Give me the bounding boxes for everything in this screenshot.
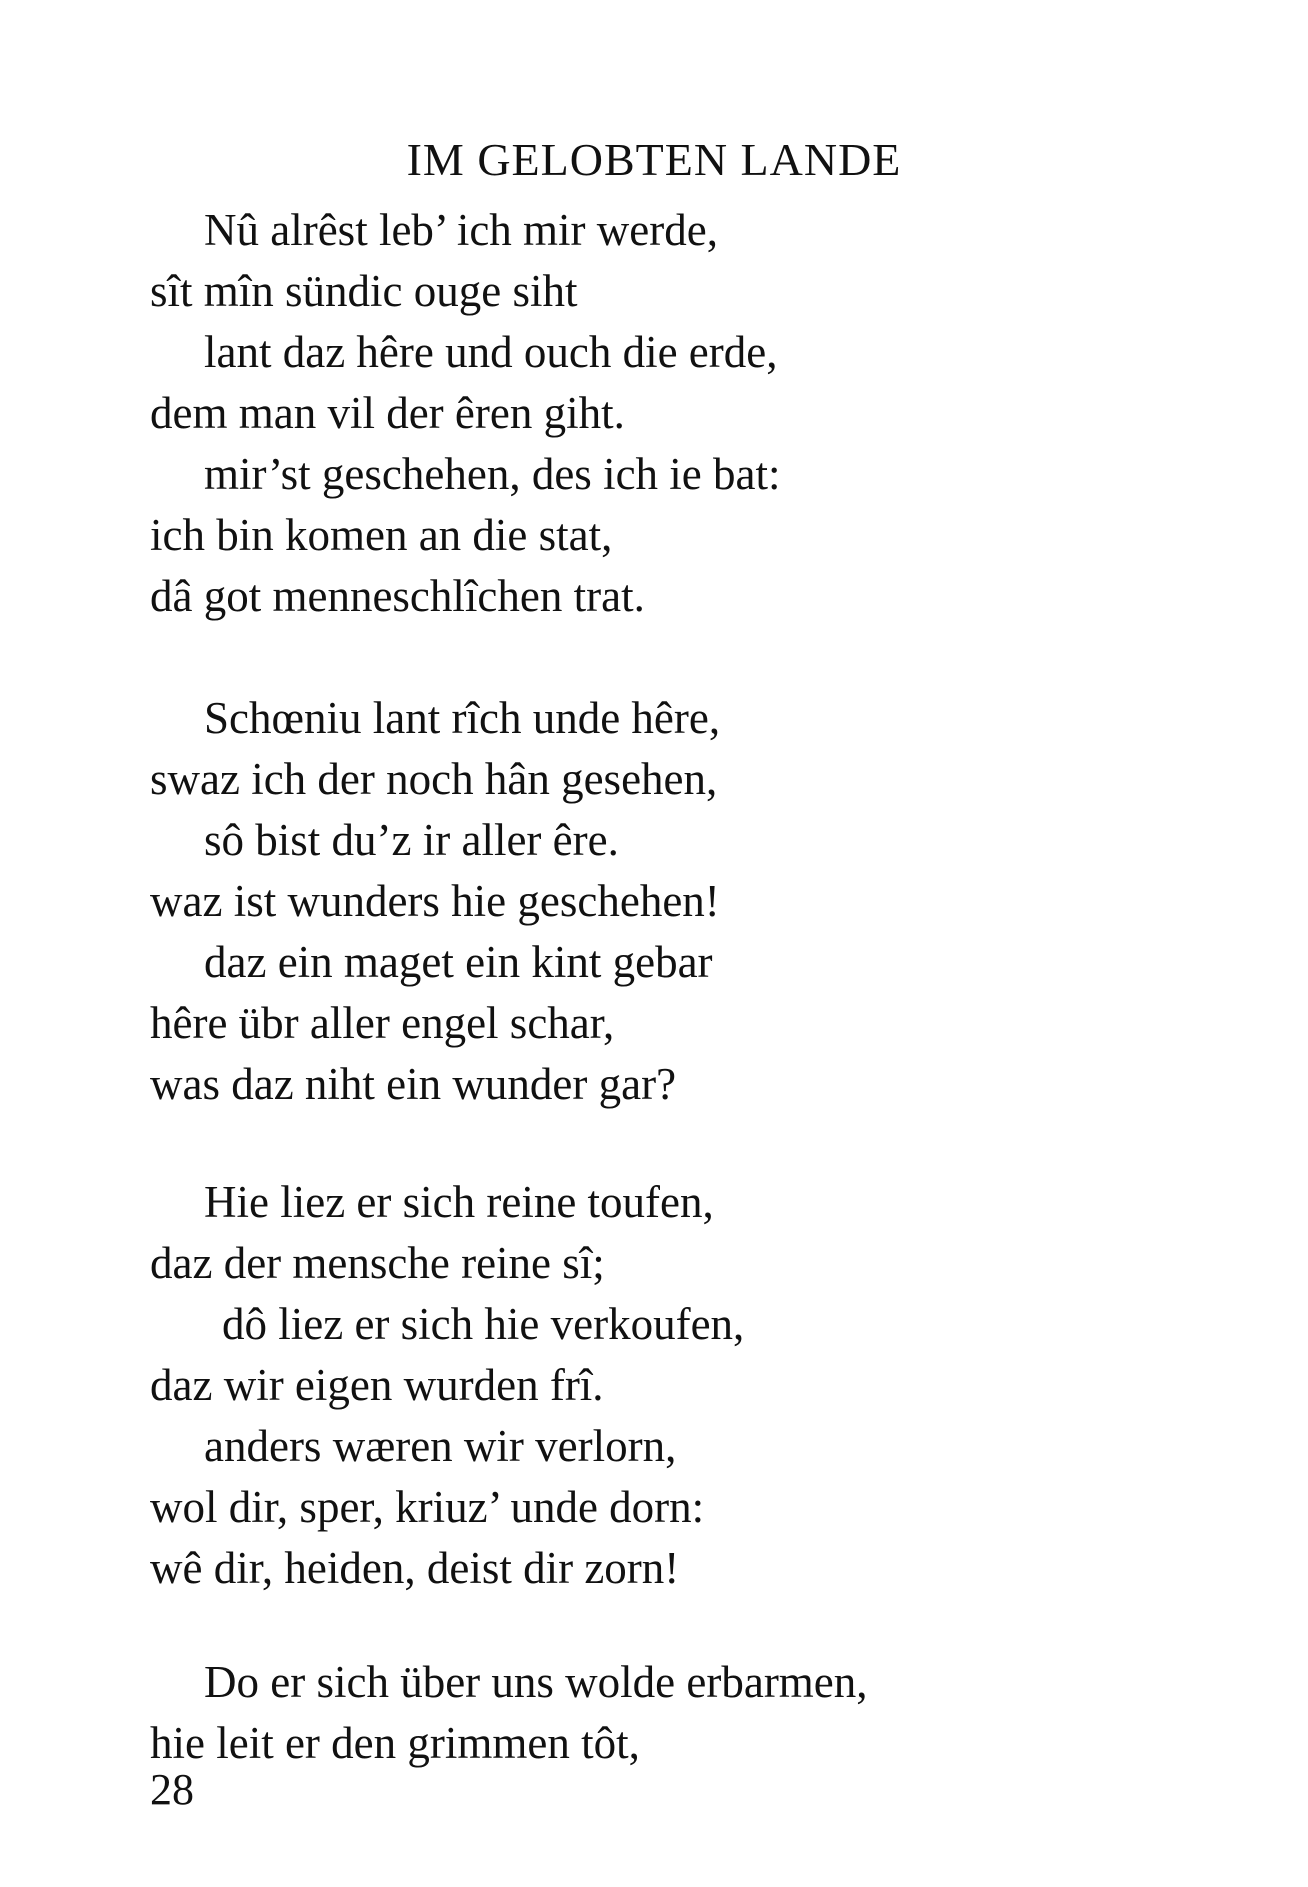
verse-line: lant daz hêre und ouch die erde, [204, 327, 778, 377]
verse-line: daz wir eigen wurden frî. [150, 1360, 604, 1410]
verse-line: Do er sich über uns wolde erbarmen, [204, 1657, 868, 1707]
page-number: 28 [150, 1765, 194, 1814]
poem-title: IM GELOBTEN LANDE [406, 134, 902, 185]
verse-line: Hie liez er sich reine toufen, [204, 1177, 714, 1227]
verse-line: hie leit er den grimmen tôt, [150, 1718, 640, 1768]
verse-line: Nû alrêst leb’ ich mir werde, [204, 205, 718, 255]
verse-line: waz ist wunders hie geschehen! [150, 876, 720, 926]
verse-line: mir’st geschehen, des ich ie bat: [204, 449, 781, 499]
stanza-4 [150, 1652, 1250, 1774]
verse-line: daz ein maget ein kint gebar [204, 937, 713, 987]
verse-line: sô bist du’z ir aller êre. [204, 815, 619, 865]
verse-line: dô liez er sich hie verkoufen, [222, 1299, 745, 1349]
verse-line: Schœniu lant rîch unde hêre, [204, 693, 721, 743]
verse-line: ich bin komen an die stat, [150, 510, 613, 560]
verse-line: anders wæren wir verlorn, [204, 1421, 677, 1471]
stanza-1 [150, 200, 1250, 627]
verse-line: wê dir, heiden, deist dir zorn! [150, 1543, 680, 1593]
verse-line: was daz niht ein wunder gar? [150, 1059, 677, 1109]
verse-line: sît mîn sündic ouge siht [150, 266, 578, 316]
verse-line: daz der mensche reine sî; [150, 1238, 605, 1288]
verse-line: wol dir, sper, kriuz’ unde dorn: [150, 1482, 705, 1532]
verse-line: dâ got menneschlîchen trat. [150, 571, 645, 621]
verse-line: dem man vil der êren giht. [150, 388, 625, 438]
verse-line: swaz ich der noch hân gesehen, [150, 754, 718, 804]
verse-line: hêre übr aller engel schar, [150, 998, 615, 1048]
stanza-3 [150, 1172, 1250, 1599]
stanza-2 [150, 688, 1250, 1115]
